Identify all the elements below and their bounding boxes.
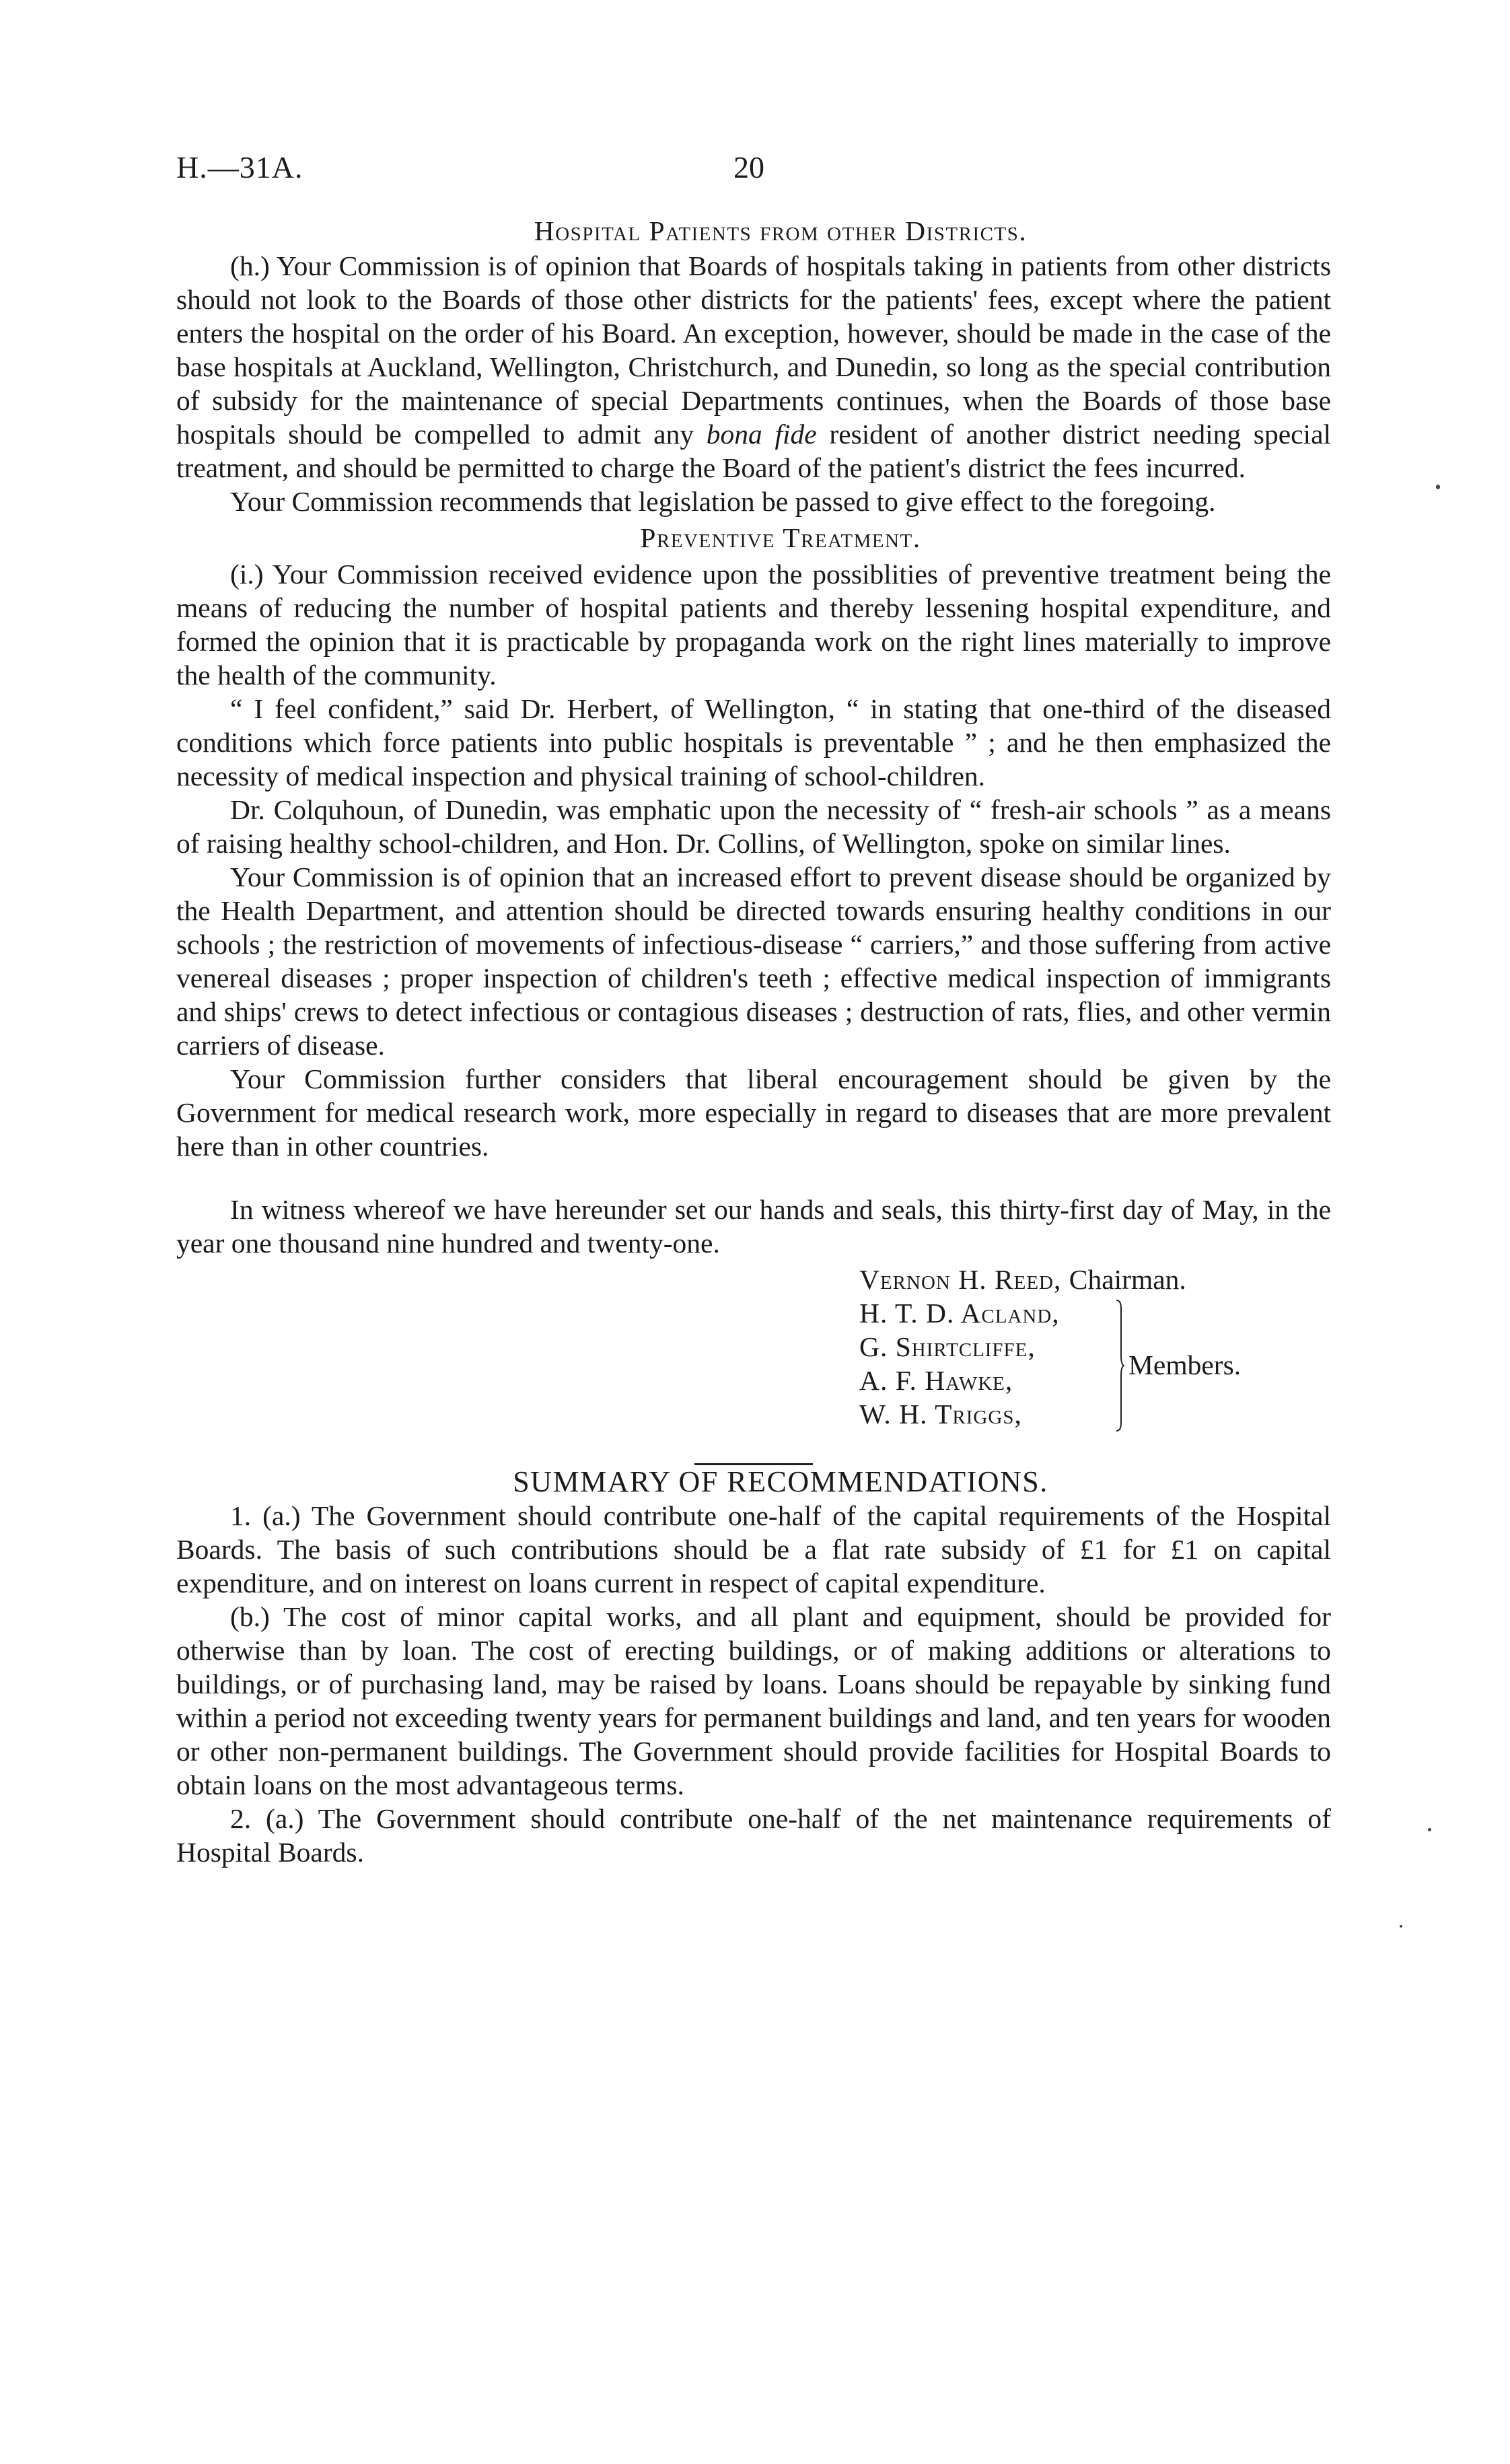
witness-clause: In witness whereof we have hereunder set our hands and seals, this thirty-first day of May, in the year one thousand nine hundred and twenty-one. bbox=[176, 1194, 1331, 1259]
paragraph-i: (i.) Your Commission received evidence upon the possiblities of preventive treatment being the means of reducing the number of hospital patients and thereby lessening hospital expenditure, and formed the opinion that it is practicable by propaganda work on the right lines materially to improve the health of the community. bbox=[176, 559, 1331, 691]
paragraph-research: Your Commission further considers that liberal encouragement should be given by the Government for medical research work, more especially in regard to diseases that are more prevalent here than in other countries. bbox=[176, 1063, 1331, 1162]
heading-preventive-treatment: Preventive Treatment. bbox=[640, 522, 921, 553]
document-reference: H.—31A. bbox=[176, 150, 303, 184]
recommendation-1b: (b.) The cost of minor capital works, and all plant and equipment, should be provided for otherwise than by loan. The cost of erecting buildings, or of making additions or alterations to buildings, or of purchasing land, may be raised by loans. Loans should be repayable by sinking fund within a period not exceeding twenty years for permanent buildings and land, and ten years for wooden or other non-permanent buildings. The Government should provide facilities for Hospital Boards to obtain loans on the most advantageous terms. bbox=[176, 1601, 1331, 1800]
paragraph-herbert: “ I feel confident,” said Dr. Herbert, of Wellington, “ in stating that one-third of the diseased conditions which force patients into public hospitals is preventable ” ; and he then emphasized the necessity of medical inspection and physical training of school-children. bbox=[176, 693, 1331, 791]
signatory-chairman bbox=[859, 1263, 1186, 1296]
signatory-member: A. F. Hawke, bbox=[859, 1365, 1013, 1396]
spacer bbox=[176, 1163, 1331, 1193]
heading-hospital-patients: Hospital Patients from other Districts. bbox=[534, 215, 1028, 246]
members-label: Members. bbox=[1128, 1349, 1242, 1380]
paragraph-legislation: Your Commission recommends that legislation be passed to give effect to the foregoing. bbox=[230, 486, 1216, 517]
page-number: 20 bbox=[733, 150, 764, 184]
paragraph-h-text: (h.) Your Commission is of opinion that Boards of hospitals taking in patients from other districts should not look to the Boards of those other districts for the patients' fees, except where the patient enters the hospital on the order of his Board. An exception, however, should be made in the case of the base hospitals at Auckland, Wellington, Christchurch, and Dunedin, so long as the special contribution of subsidy for the maintenance of special Departments continues, when the Boards of those base hospitals should be compelled to admit any bbox=[176, 250, 1331, 450]
page-body bbox=[176, 214, 1331, 1869]
paragraph-h bbox=[176, 249, 1331, 485]
scan-speck bbox=[1400, 1925, 1402, 1928]
signature-block bbox=[176, 1263, 1331, 1444]
chairman-role: Chairman. bbox=[1069, 1264, 1186, 1295]
signatory-member: H. T. D. Acland, bbox=[859, 1298, 1060, 1329]
bona-fide-italic: bona fide bbox=[706, 419, 817, 450]
scan-speck bbox=[1428, 1828, 1431, 1831]
paragraph-h-end: resident of another district needing special treatment, and should be permitted to charge the Board of the patient's district the fees incurred. bbox=[176, 419, 1332, 483]
signatory-member: W. H. Triggs, bbox=[859, 1399, 1022, 1430]
recommendation-1a: 1. (a.) The Government should contribute one-half of the capital requirements of the Hospital Boards. The basis of such contributions should be a flat rate subsidy of £1 for £1 on capital expenditure, and on interest on loans current in respect of capital expenditure. bbox=[176, 1500, 1331, 1598]
signatory-member: G. Shirtcliffe, bbox=[859, 1331, 1036, 1362]
recommendation-2a: 2. (a.) The Government should contribute one-half of the net maintenance requirements of Hospital Boards. bbox=[176, 1803, 1331, 1868]
paragraph-colquhoun: Dr. Colquhoun, of Dunedin, was emphatic upon the necessity of “ fresh-air schools ” as a means of raising healthy school-children, and Hon. Dr. Collins, of Wellington, spoke on similar lines. bbox=[176, 794, 1331, 859]
summary-title: SUMMARY OF RECOMMENDATIONS. bbox=[513, 1465, 1048, 1498]
scan-speck bbox=[1436, 485, 1440, 489]
paragraph-effort: Your Commission is of opinion that an increased effort to prevent disease should be organized by the Health Department, and attention should be directed towards ensuring healthy conditions in our schools ; the restriction of movements of infectious-disease “ carriers,” and those suffering from active venereal diseases ; proper inspection of children's teeth ; effective medical inspection of immigrants and ships' crews to detect infectious or contagious diseases ; destruction of rats, flies, and other vermin carriers of disease. bbox=[176, 861, 1331, 1061]
chairman-name: Vernon H. Reed, bbox=[859, 1264, 1062, 1295]
members-brace-icon bbox=[1115, 1299, 1124, 1432]
